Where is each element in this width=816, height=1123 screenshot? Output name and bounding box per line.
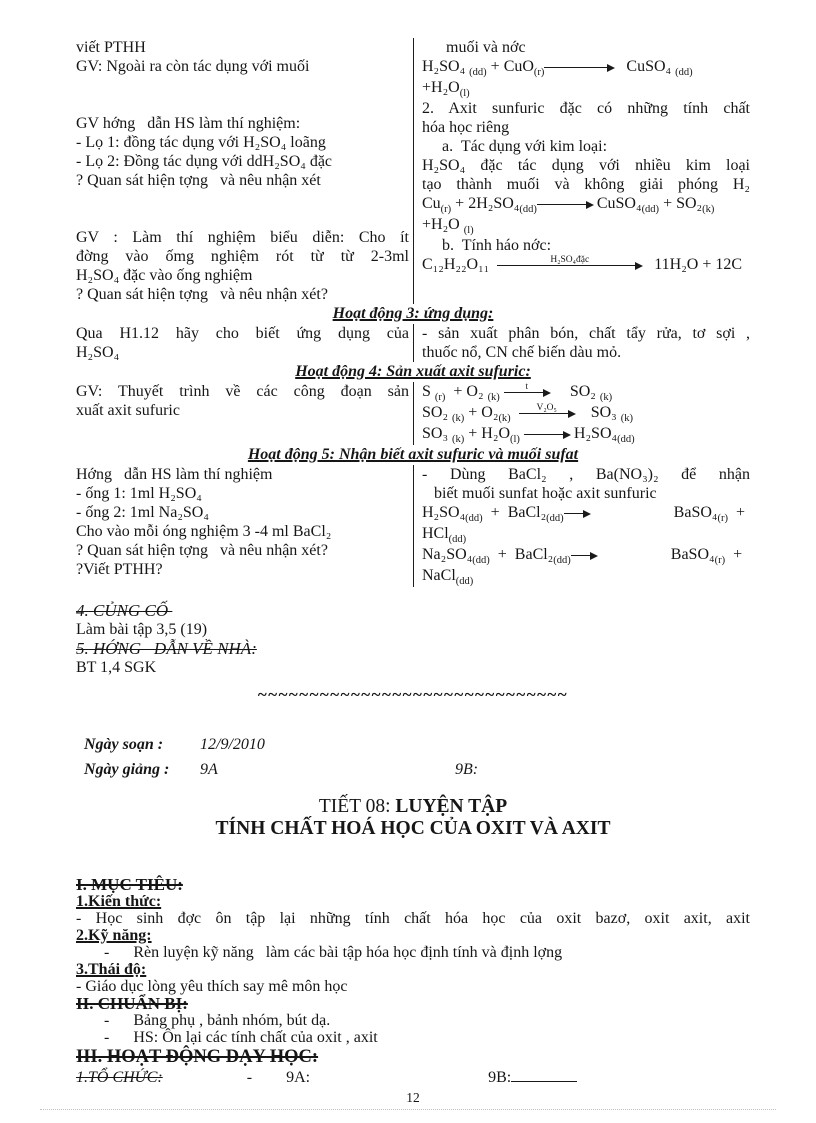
text-line: - ống 2: 1ml Na₂SO₄ [76,504,209,521]
state-subscript: (dd) [553,554,571,566]
state-subscript: (k) [599,391,613,403]
state-subscript: (l) [459,87,470,99]
arrow-head [590,552,598,560]
state-subscript: (dd) [455,575,474,587]
state-subscript: (l) [463,224,474,236]
lesson-name: LUYỆN TẬP [395,796,508,817]
table-row [76,465,750,587]
lesson-subtitle: TÍNH CHẤT HOÁ HỌC CỦA OXIT VÀ AXIT [215,818,611,839]
outline-line: - Học sinh đợc ôn tập lại những tính chất hóa học của oxit bazơ, oxit axit, axit [76,910,750,927]
arrow-shaft [519,413,569,414]
text-line: GV: Ngoài ra còn tác dụng với muối [76,58,310,75]
formula-text [511,404,519,421]
formula-text: Cu [422,195,441,212]
arrow-shaft [571,555,591,556]
date-prepared-label: Ngày soạn : [84,736,164,753]
formula-text: Na₂SO₄ [422,546,473,563]
state-subscript: (dd) [465,512,483,524]
state-subscript: (r) [434,391,446,403]
text-line: xuất axit sufuric [76,402,180,419]
text-line: Hớng dẫn HS làm thí nghiệm [76,466,273,483]
lesson-content-cell [413,38,750,304]
outline-line: - Giáo dục lòng yêu thích say mê môn học [76,978,348,995]
activity-heading: Hoạt động 3: ứng dụng: [332,305,494,322]
reaction-arrow-icon [564,505,590,519]
formula-text: + [727,504,746,521]
formula-text: CuSO₄ [614,58,676,75]
text-line: - Lọ 1: đồng tác dụng với H₂SO₄ loãng [76,134,326,151]
formula-text: + BaCl₂ [489,546,554,563]
text-line [422,424,750,445]
text-line: 2. Axit sunfuric đặc có những tính chất [422,100,750,117]
text-line [422,194,750,215]
lesson-content-cell [413,382,750,445]
state-subscript: (dd) [472,554,490,566]
text-line [76,95,409,114]
text-line [422,524,750,545]
lesson-content-cell [413,324,750,362]
formula-text: BaSO₄ [670,546,715,563]
text-line [422,503,750,524]
lesson-title-line1 [76,796,750,818]
text-line: viết PTHH [76,39,146,56]
text-line: muối và nớc [422,39,526,56]
formula-text: CuSO₄ [592,195,642,212]
text-line: Qua H1.12 hãy cho biết ứng dụng của [76,325,409,342]
state-subscript: (dd) [448,533,467,545]
text-line: tạo thành muối và không giải phóng H₂ [422,176,750,193]
formula-text: 11H₂O + 12C [642,256,743,273]
formula-text: + CuO [486,58,534,75]
state-subscript: (l) [510,433,520,445]
dates-block [76,732,750,782]
text-line: GV hớng dẫn HS làm thí nghiệm: [76,115,301,132]
formula-text: SO₂ [422,404,453,421]
reaction-arrow-icon [497,254,642,271]
activity-heading: Hoạt động 4: Sản xuất axit sufuric: [295,363,531,380]
arrow-head [586,201,594,209]
state-subscript: (dd) [519,203,537,215]
date-prepared-row [84,732,750,757]
arrow-head [563,431,571,439]
text-line: H₂SO₄ [76,344,120,361]
reaction-arrow-icon [571,547,597,561]
to-chuc-9b: 9B: [488,1069,512,1086]
state-subscript: (dd) [469,66,487,78]
formula-text: + SO₂ [659,195,703,212]
homework-line: Làm bài tập 3,5 (19) [76,621,208,638]
text-line: ?Viết PTHH? [76,561,163,578]
outline-lines [76,876,750,1068]
formula-text: + [725,546,743,563]
page-number: 12 [406,1090,420,1105]
state-subscript: (r) [714,554,726,566]
text-line: H₂SO₄ đặc tác dụng với nhiều kim loại [422,157,750,174]
state-subscript: (k) [487,391,500,403]
text-line [422,78,750,99]
outline-line: III. HOẠT ĐỘNG DẠY HỌC: [76,1047,319,1067]
arrow-condition-label: V₂O₅ [536,402,557,413]
text-line: biết muối sunfat hoặc axit sunfuric [422,485,657,502]
activity-heading: Hoạt động 5: Nhận biết axit sufuric và muối sufat [247,446,579,463]
teacher-activity-cell [76,382,413,445]
formula-text: +H₂O [422,79,460,96]
formula-text: BaSO₄ [673,504,718,521]
state-subscript: (r) [717,512,728,524]
arrow-head [583,510,591,518]
reaction-arrow-icon [524,426,570,440]
teacher-activity-cell [76,38,413,304]
text-line [422,403,750,424]
formula-text: SO₂ [549,383,600,400]
page-break-dotted-line [40,1109,776,1110]
class-9a-value: 9A [200,761,218,778]
table-row [76,382,750,445]
arrow-head [568,410,576,418]
text-line: ? Quan sát hiện tợng và nêu nhận xét? [76,286,328,303]
table-row [76,38,750,304]
arrow-shaft [504,392,544,393]
date-prepared-value: 12/9/2010 [200,736,265,753]
text-line: đờng vào ốmg nghiệm rót từ từ 2-3ml [76,248,409,265]
formula-text: C₁₂H₂₂O₁₁ [422,256,498,273]
formula-text: H₂SO₄ [422,58,470,75]
formula-text: S [422,383,435,400]
text-line: thuốc nổ, CN chế biến dàu mỏ. [422,344,622,361]
outline-line: II. CHUẨN BỊ: [76,994,188,1013]
tilde-divider: ~~~~~~~~~~~~~~~~~~~~~~~~~~~~~~ [257,685,569,704]
arrow-head [635,262,643,270]
arrow-shaft [537,204,587,205]
state-subscript: (k) [452,433,465,445]
lesson-activity-table [76,38,750,587]
text-line [422,545,750,566]
formula-text: +H₂O [422,216,464,233]
section-5-huong-dan: 5. HỚNG DẪN VỀ NHÀ: [76,639,257,658]
outline-line: - Rèn luyện kỹ năng làm các bài tập hóa học định tính và định lợng [76,944,563,961]
formula-text: SO₃ [422,425,453,442]
outline-line: I. MỤC TIÊU: [76,875,183,894]
class-9b-value: 9B: [455,761,479,778]
lesson-outline [76,876,750,1086]
state-subscript: (dd) [641,203,660,215]
formula-text: + H₂O [464,425,510,442]
formula-text: NaCl [422,567,456,584]
table-row [76,324,750,362]
reaction-arrow-icon [519,402,575,419]
state-subscript: (r) [533,66,545,78]
text-line: - Lọ 2: Đồng tác dụng với ddH₂SO₄ đặc [76,153,333,170]
formula-text: HCl [422,525,449,542]
lesson-number: TIẾT 08: [318,796,396,817]
state-subscript: (r) [440,203,452,215]
text-line: Cho vào mỗi óng nghiệm 3 -4 ml BaCl₂ [76,523,332,540]
text-line: hóa học riêng [422,119,510,136]
state-subscript: (k) [498,412,511,424]
lesson-content-cell [413,465,750,587]
to-chuc-row [76,1069,750,1086]
state-subscript: (k) [452,412,465,424]
text-line [76,76,409,95]
arrow-condition-label: H₂SO₄đặc [550,254,590,265]
to-chuc-label: 1.TỔ CHỨC: [76,1069,163,1086]
text-line: - Dùng BaCl₂ , Ba(NO₃)₂ để nhận [422,466,750,483]
text-line [422,215,750,236]
dash: - [246,1069,253,1086]
formula-text: SO₃ [574,404,621,421]
arrow-shaft [564,513,584,514]
formula-text: + O₂ [464,404,499,421]
formula-text: + O₂ [445,383,488,400]
text-line [76,209,409,228]
outline-line: - Bảng phụ , bảnh nhóm, bút dạ. [76,1012,331,1029]
arrow-head [543,389,551,397]
arrow-shaft [497,265,636,266]
teacher-activity-cell [76,465,413,587]
reaction-arrow-icon [544,59,614,73]
section-4-cung-co: 4. CỦNG CỐ [76,601,173,620]
text-line: ? Quan sát hiện tợng và nêu nhận xét? [76,542,328,559]
formula-text: + 2H₂SO₄ [451,195,520,212]
blank-line [511,1070,577,1082]
consolidation-notes [76,601,750,677]
arrow-shaft [544,67,608,68]
arrow-condition-label: t [525,381,529,392]
text-line [422,382,750,403]
text-line [422,566,750,587]
state-subscript: (dd) [675,66,693,78]
text-line: - sản xuất phân bón, chất tẩy rửa, tơ sợi , [422,325,750,342]
text-line [422,255,750,274]
state-subscript: (k) [620,412,633,424]
teacher-activity-cell [76,324,413,362]
text-line: ? Quan sát hiện tợng và nêu nhận xét [76,172,321,189]
formula-text: + BaCl₂ [482,504,547,521]
date-taught-label: Ngày giảng : [84,761,170,778]
formula-text: H₂SO₄ [422,504,466,521]
text-line: H₂SO₄ đặc vào ống nghiệm [76,267,253,284]
text-line: - ống 1: 1ml H₂SO₄ [76,485,202,502]
outline-line: 2.Kỹ năng: [76,927,152,944]
outline-line: 3.Thái độ: [76,961,147,978]
arrow-shaft [524,434,564,435]
reaction-arrow-icon [504,381,550,398]
date-taught-row [84,757,750,782]
text-line [76,190,409,209]
text-line: b. Tính háo nớc: [422,237,552,254]
state-subscript: (k) [702,203,715,215]
text-line [422,57,750,78]
formula-text: H₂SO₄ [569,425,618,442]
state-subscript: (dd) [617,433,635,445]
text-line: GV : Làm thí nghiệm biểu diễn: Cho ít [76,229,409,246]
text-line: a. Tác dụng với kim loại: [422,138,608,155]
outline-line: - HS: Ôn lại các tính chất của oxit , axit [76,1029,378,1046]
homework-line-2: BT 1,4 SGK [76,659,157,676]
lesson-title [76,796,750,840]
outline-line: 1.Kiến thức: [76,893,162,910]
arrow-head [607,64,615,72]
state-subscript: (dd) [546,512,564,524]
to-chuc-9a: 9A: [286,1069,311,1086]
reaction-arrow-icon [537,196,593,210]
text-line: GV: Thuyết trình về các công đoạn sản [76,383,409,400]
